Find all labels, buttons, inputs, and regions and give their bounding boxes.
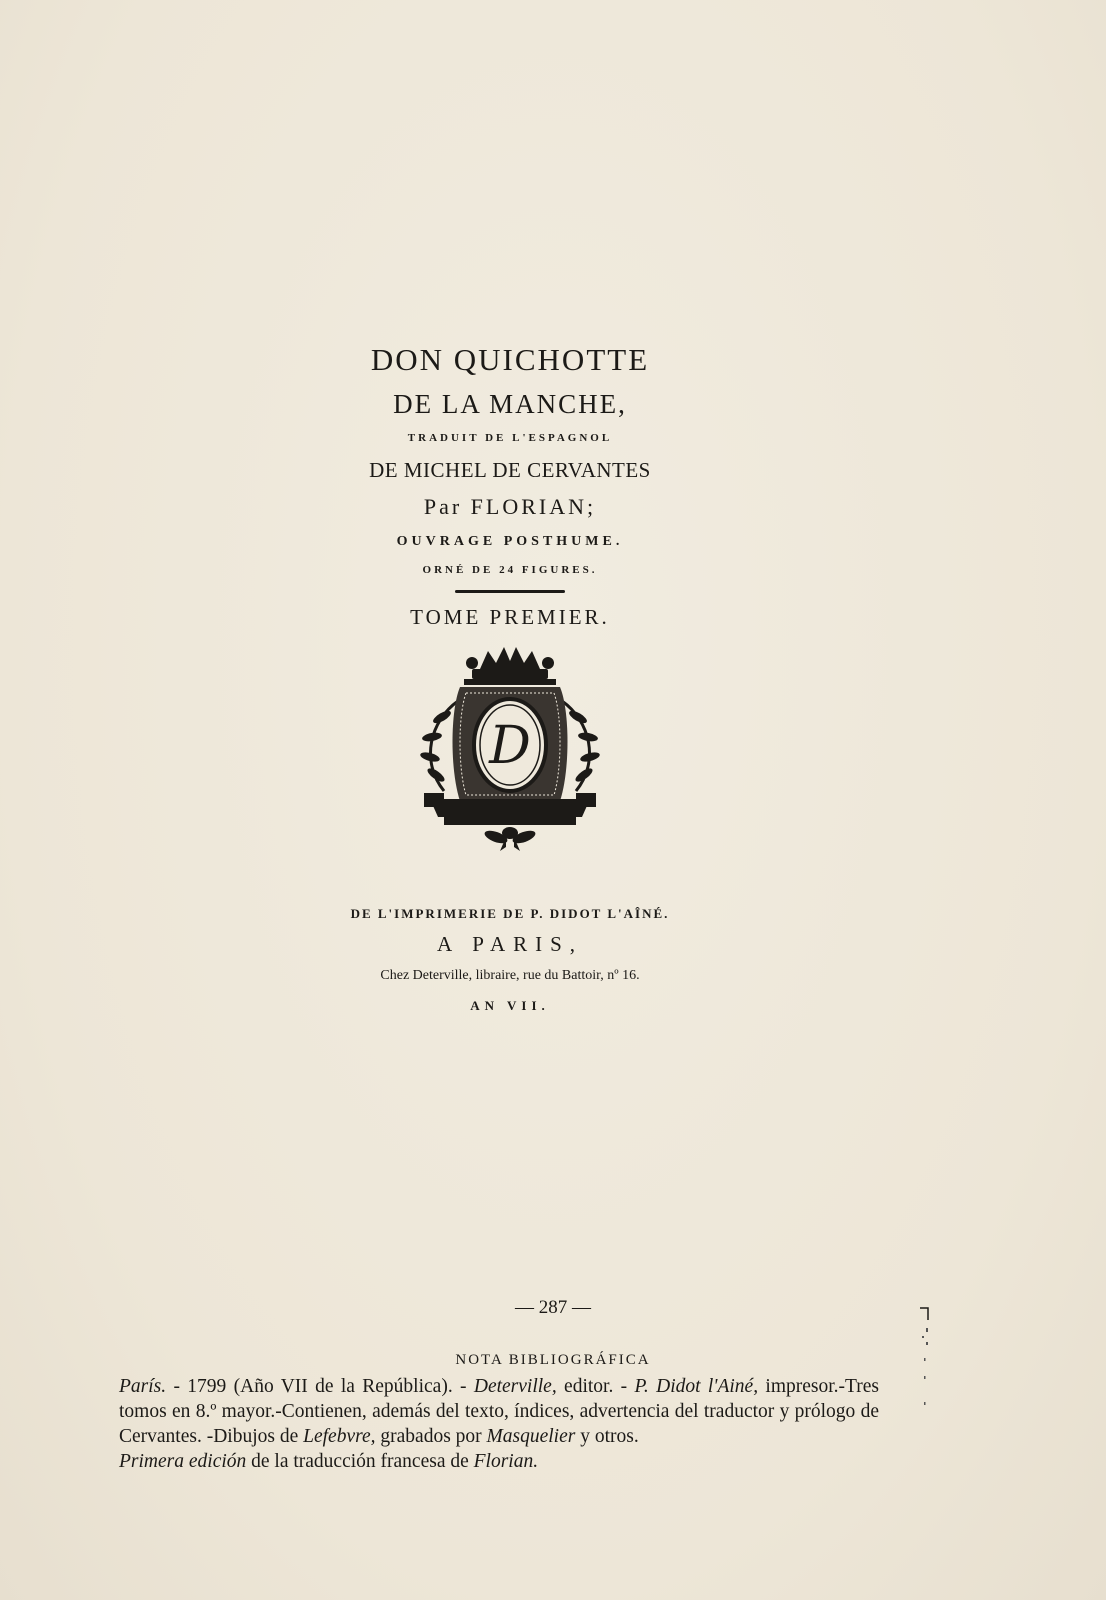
title-block <box>300 340 720 853</box>
note-engraver: Masquelier <box>486 1426 576 1447</box>
bookseller-line: Chez Deterville, libraire, rue du Battoir, nº 16. <box>380 968 640 983</box>
author-line: DE MICHEL DE CERVANTES <box>369 458 651 482</box>
note-text: - 1799 (Año VII de la República). - <box>166 1376 474 1397</box>
note-text: y otros. <box>575 1426 639 1447</box>
note-text: grabados por <box>375 1426 487 1447</box>
volume-title: TOME PREMIER. <box>410 605 610 629</box>
place-line: A PARIS, <box>436 932 584 956</box>
translation-note: TRADUIT DE L'ESPAGNOL <box>407 432 613 444</box>
note-printer: P. Didot l'Ainé, <box>634 1376 759 1397</box>
note-edition: Primera edición <box>119 1451 247 1472</box>
margin-marks <box>918 1306 932 1416</box>
posthumous-line: OUVRAGE POSTHUME. <box>396 534 624 549</box>
note-illustrator: Lefebvre, <box>303 1426 376 1447</box>
monogram-letter: D <box>489 716 531 776</box>
note-translator: Florian. <box>473 1451 539 1472</box>
translator-line: Par FLORIAN; <box>423 494 597 519</box>
note-text: impresor.-Tres tomos en 8.º mayor.-Contienen, además del texto, índices, advertencia del traductor y prólogo de Cervantes. -Dibujos de <box>119 1376 880 1447</box>
divider-rule <box>455 590 565 593</box>
note-publisher: Deterville, <box>473 1376 557 1397</box>
bibliographic-note <box>119 1374 879 1474</box>
note-paragraph-2 <box>119 1449 879 1474</box>
printer-line: DE L'IMPRIMERIE DE P. DIDOT L'AÎNÉ. <box>350 906 670 921</box>
note-text: de la traducción francesa de <box>246 1451 474 1472</box>
illustrations-line: ORNÉ DE 24 FIGURES. <box>422 564 598 576</box>
book-title: DON QUICHOTTE <box>370 342 650 377</box>
note-heading: NOTA BIBLIOGRÁFICA <box>455 1352 651 1368</box>
book-title-line2: DE LA MANCHE, <box>393 389 627 419</box>
note-paragraph-1 <box>119 1374 879 1449</box>
page-number: — 287 — <box>515 1297 591 1318</box>
note-text: editor. - <box>556 1376 635 1397</box>
printer-vignette-icon <box>410 641 610 853</box>
year-line: AN VII. <box>470 998 550 1013</box>
note-place: París. <box>119 1376 167 1397</box>
imprint-block <box>300 904 720 1016</box>
